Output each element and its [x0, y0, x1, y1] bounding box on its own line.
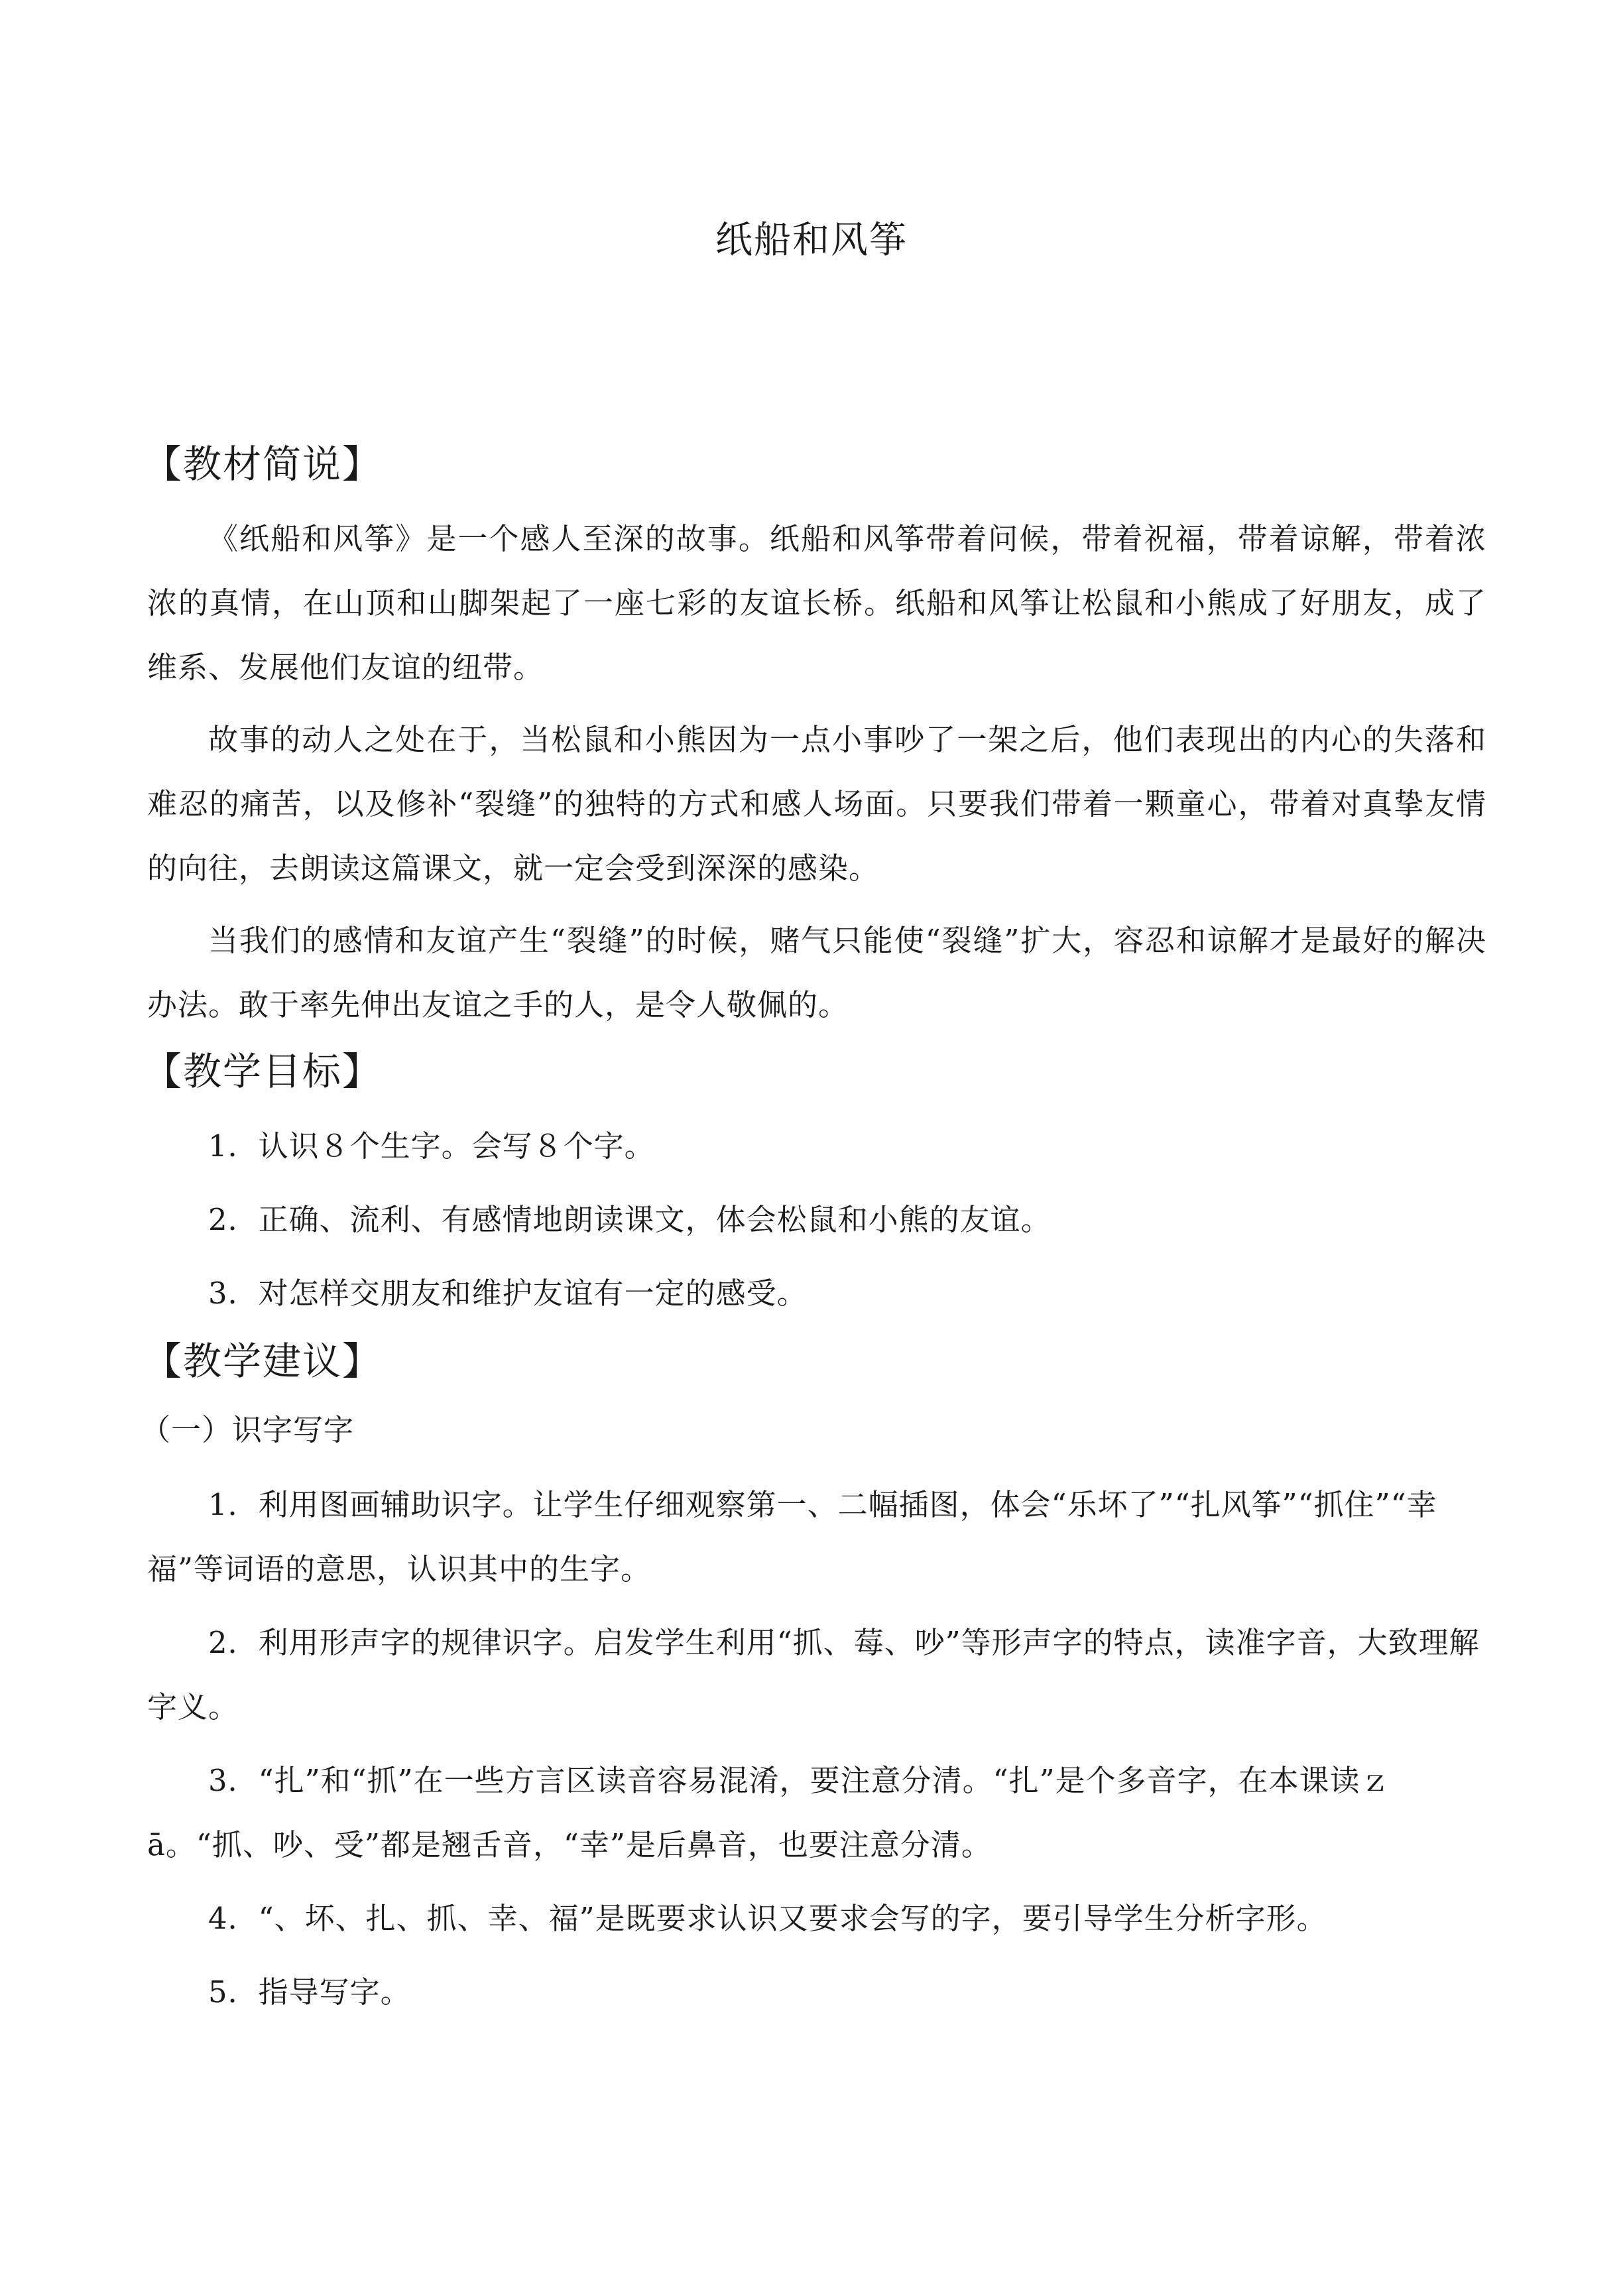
suggestion-item: 2．利用形声字的规律识字。启发学生利用“抓、莓、吵”等形声字的特点，读准字音，大致理解字义。 — [147, 1625, 1480, 1724]
section-heading-intro: 【教材简说】 — [143, 442, 383, 487]
section-heading-goals: 【教学目标】 — [143, 1049, 383, 1094]
suggestion-item: 5．指导写字。 — [208, 1974, 411, 2010]
section-heading-suggestions: 【教学建议】 — [143, 1339, 383, 1384]
intro-paragraph: 当我们的感情和友谊产生“裂缝”的时候，赌气只能使“裂缝”扩大，容忍和谅解才是最好的解决办法。敢于率先伸出友谊之手的人，是令人敬佩的。 — [147, 923, 1486, 1022]
suggestion-item: 3．“扎”和“抓”在一些方言区读音容易混淆，要注意分清。“扎”是个多音字，在本课读ｚā。“抓、吵、受”都是翘舌音，“幸”是后鼻音，也要注意分清。 — [147, 1763, 1391, 1862]
intro-paragraph: 故事的动人之处在于，当松鼠和小熊因为一点小事吵了一架之后，他们表现出的内心的失落和难忍的痛苦，以及修补“裂缝”的独特的方式和感人场面。只要我们带着一颗童心，带着对真挚友情的向往，去朗读这篇课文，就一定会受到深深的感染。 — [147, 722, 1486, 886]
goal-item: 1．认识８个生字。会写８个字。 — [208, 1128, 655, 1164]
document-body — [141, 438, 1486, 2033]
page-title: 纸船和风筝 — [715, 219, 908, 262]
goal-item: 2．正确、流利、有感情地朗读课文，体会松鼠和小熊的友谊。 — [208, 1202, 1052, 1237]
suggestion-item: 4．“、坏、扎、抓、幸、福”是既要求认识又要求会写的字，要引导学生分析字形。 — [208, 1901, 1327, 1936]
intro-paragraph: 《纸船和风筝》是一个感人至深的故事。纸船和风筝带着问候，带着祝福，带着谅解，带着浓浓的真情，在山顶和山脚架起了一座七彩的友谊长桥。纸船和风筝让松鼠和小熊成了好朋友，成了维系、发展他们友谊的纽带。 — [147, 521, 1486, 685]
subsection-heading: （一）识字写字 — [141, 1412, 355, 1447]
suggestion-item: 1．利用图画辅助识字。让学生仔细观察第一、二幅插图，体会“乐坏了”“扎风筝”“抓住”“幸福”等词语的意思，认识其中的生字。 — [147, 1487, 1437, 1587]
goal-item: 3．对怎样交朋友和维护友谊有一定的感受。 — [208, 1276, 808, 1311]
